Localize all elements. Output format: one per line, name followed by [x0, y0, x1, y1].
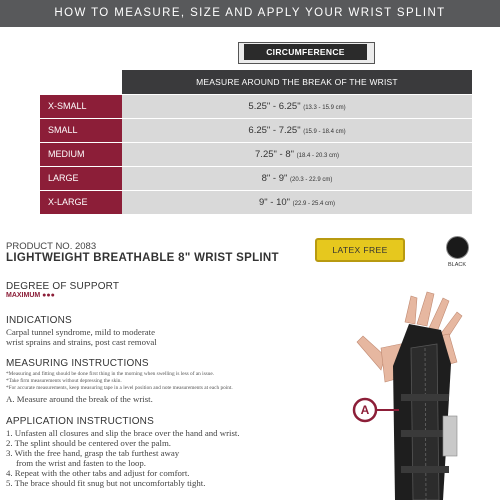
range-inches: 8" - 9" — [261, 173, 288, 184]
size-range — [122, 167, 472, 190]
product-number: PRODUCT NO. 2083 — [6, 241, 97, 252]
application-heading: APPLICATION INSTRUCTIONS — [6, 416, 154, 427]
range-cm: (15.9 - 18.4 cm) — [303, 129, 346, 135]
size-range — [122, 119, 472, 142]
support-heading: DEGREE OF SUPPORT — [6, 281, 120, 292]
range-inches: 9" - 10" — [258, 197, 291, 208]
range-cm: (13.3 - 15.9 cm) — [303, 105, 346, 111]
color-label: BLACK — [447, 262, 467, 268]
measuring-note: *Take firm measurements without depressing the skin. — [6, 378, 122, 384]
color-swatch-black — [446, 236, 469, 259]
table-row — [40, 119, 472, 142]
table-column-header: MEASURE AROUND THE BREAK OF THE WRIST — [122, 70, 472, 94]
indications-line: wrist sprains and strains, post cast removal — [6, 337, 157, 347]
support-level: MAXIMUM ●●● — [6, 292, 55, 299]
size-range — [122, 143, 472, 166]
application-line: 3. With the free hand, grasp the tab furthest away — [6, 448, 180, 458]
indications-line: Carpal tunnel syndrome, mild to moderate — [6, 327, 156, 337]
circumference-label: CIRCUMFERENCE — [244, 44, 367, 60]
table-row — [40, 95, 472, 118]
size-chart-table — [40, 70, 472, 214]
wrist-splint-photo — [345, 290, 495, 500]
range-inches: 7.25" - 8" — [255, 149, 294, 160]
size-name: X-LARGE — [40, 191, 122, 214]
table-row — [40, 167, 472, 190]
measuring-note: *Measuring and fitting should be done first thing in the morning when swelling is less of an issue. — [6, 371, 215, 377]
range-cm: (22.9 - 25.4 cm) — [292, 201, 336, 207]
header-banner: HOW TO MEASURE, SIZE AND APPLY YOUR WRIST SPLINT — [0, 0, 500, 27]
product-title: LIGHTWEIGHT BREATHABLE 8" WRIST SPLINT — [6, 252, 279, 264]
size-name: SMALL — [40, 119, 122, 142]
application-line: 2. The splint should be centered over the palm. — [6, 438, 171, 448]
range-inches: 6.25" - 7.25" — [248, 125, 301, 136]
size-name: MEDIUM — [40, 143, 122, 166]
size-name: X-SMALL — [40, 95, 122, 118]
application-line: 1. Unfasten all closures and slip the brace over the hand and wrist. — [6, 428, 240, 438]
application-line: from the wrist and fasten to the loop. — [16, 458, 146, 468]
measuring-heading: MEASURING INSTRUCTIONS — [6, 358, 149, 369]
measuring-step: A. Measure around the break of the wrist. — [6, 394, 153, 404]
range-cm: (18.4 - 20.3 cm) — [296, 153, 339, 159]
measuring-note: *For accurate measurements, keep measuring tape in a level position and note measurements at each point. — [6, 385, 233, 391]
table-row — [40, 191, 472, 214]
table-row — [40, 143, 472, 166]
range-cm: (20.3 - 22.9 cm) — [290, 177, 333, 183]
latex-free-badge: LATEX FREE — [315, 238, 405, 262]
indications-heading: INDICATIONS — [6, 315, 72, 326]
marker-a-label: A — [360, 403, 370, 417]
size-range — [122, 95, 472, 118]
range-inches: 5.25" - 6.25" — [248, 101, 301, 112]
application-line: 5. The brace should fit snug but not uncomfortably tight. — [6, 478, 206, 488]
size-name: LARGE — [40, 167, 122, 190]
application-line: 4. Repeat with the other tabs and adjust for comfort. — [6, 468, 190, 478]
size-range — [122, 191, 472, 214]
